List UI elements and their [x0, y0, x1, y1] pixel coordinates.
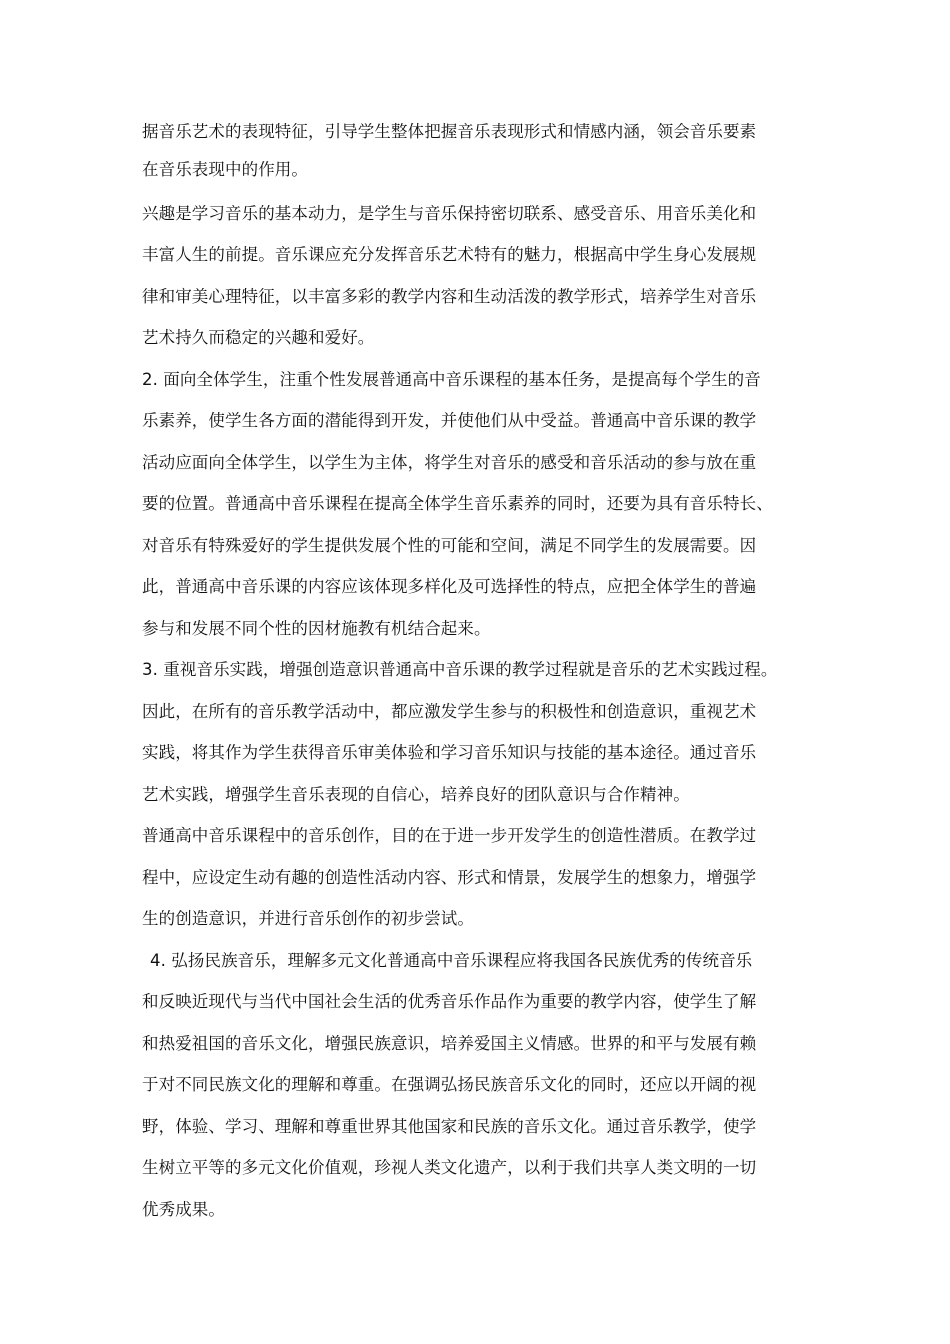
text-line: 4. 弘扬民族音乐，理解多元文化普通高中音乐课程应将我国各民族优秀的传统音乐 [150, 951, 753, 970]
text-line: 生树立平等的多元文化价值观，珍视人类文化遗产，以利于我们共享人类文明的一切 [142, 1158, 757, 1177]
text-line: 和反映近现代与当代中国社会生活的优秀音乐作品作为重要的教学内容，使学生了解 [142, 992, 757, 1011]
text-line: 实践，将其作为学生获得音乐审美体验和学习音乐知识与技能的基本途径。通过音乐 [142, 743, 757, 762]
text-line: 对音乐有特殊爱好的学生提供发展个性的可能和空间，满足不同学生的发展需要。因 [142, 536, 757, 555]
text-line: 要的位置。普通高中音乐课程在提高全体学生音乐素养的同时，还要为具有音乐特长、 [142, 494, 773, 513]
text-line: 此，普通高中音乐课的内容应该体现多样化及可选择性的特点，应把全体学生的普遍 [142, 577, 757, 596]
text-line: 因此，在所有的音乐教学活动中，都应激发学生参与的积极性和创造意识，重视艺术 [142, 702, 757, 721]
text-line: 生的创造意识，并进行音乐创作的初步尝试。 [142, 909, 474, 928]
text-line: 普通高中音乐课程中的音乐创作，目的在于进一步开发学生的创造性潜质。在教学过 [142, 826, 757, 845]
text-line: 兴趣是学习音乐的基本动力，是学生与音乐保持密切联系、感受音乐、用音乐美化和 [142, 204, 757, 223]
text-line: 野，体验、学习、理解和尊重世界其他国家和民族的音乐文化。通过音乐教学，使学 [142, 1117, 757, 1136]
text-line: 和热爱祖国的音乐文化，增强民族意识，培养爱国主义情感。世界的和平与发展有赖 [142, 1034, 757, 1053]
text-line: 律和审美心理特征，以丰富多彩的教学内容和生动活泼的教学形式，培养学生对音乐 [142, 287, 757, 306]
text-line: 丰富人生的前提。音乐课应充分发挥音乐艺术特有的魅力，根据高中学生身心发展规 [142, 245, 757, 264]
text-line: 参与和发展不同个性的因材施教有机结合起来。 [142, 619, 491, 638]
text-line: 程中，应设定生动有趣的创造性活动内容、形式和情景，发展学生的想象力，增强学 [142, 868, 757, 887]
text-line: 2. 面向全体学生，注重个性发展普通高中音乐课程的基本任务，是提高每个学生的音 [142, 370, 761, 389]
text-line: 3. 重视音乐实践，增强创造意识普通高中音乐课的教学过程就是音乐的艺术实践过程。 [142, 660, 778, 679]
text-line: 艺术持久而稳定的兴趣和爱好。 [142, 328, 375, 347]
text-line: 据音乐艺术的表现特征，引导学生整体把握音乐表现形式和情感内涵，领会音乐要素 [142, 122, 757, 141]
text-line: 艺术实践，增强学生音乐表现的自信心，培养良好的团队意识与合作精神。 [142, 785, 690, 804]
text-line: 活动应面向全体学生，以学生为主体，将学生对音乐的感受和音乐活动的参与放在重 [142, 453, 757, 472]
text-line: 乐素养，使学生各方面的潜能得到开发，并使他们从中受益。普通高中音乐课的教学 [142, 411, 757, 430]
text-line: 于对不同民族文化的理解和尊重。在强调弘扬民族音乐文化的同时，还应以开阔的视 [142, 1075, 757, 1094]
text-line: 在音乐表现中的作用。 [142, 160, 308, 179]
text-line: 优秀成果。 [142, 1200, 225, 1219]
